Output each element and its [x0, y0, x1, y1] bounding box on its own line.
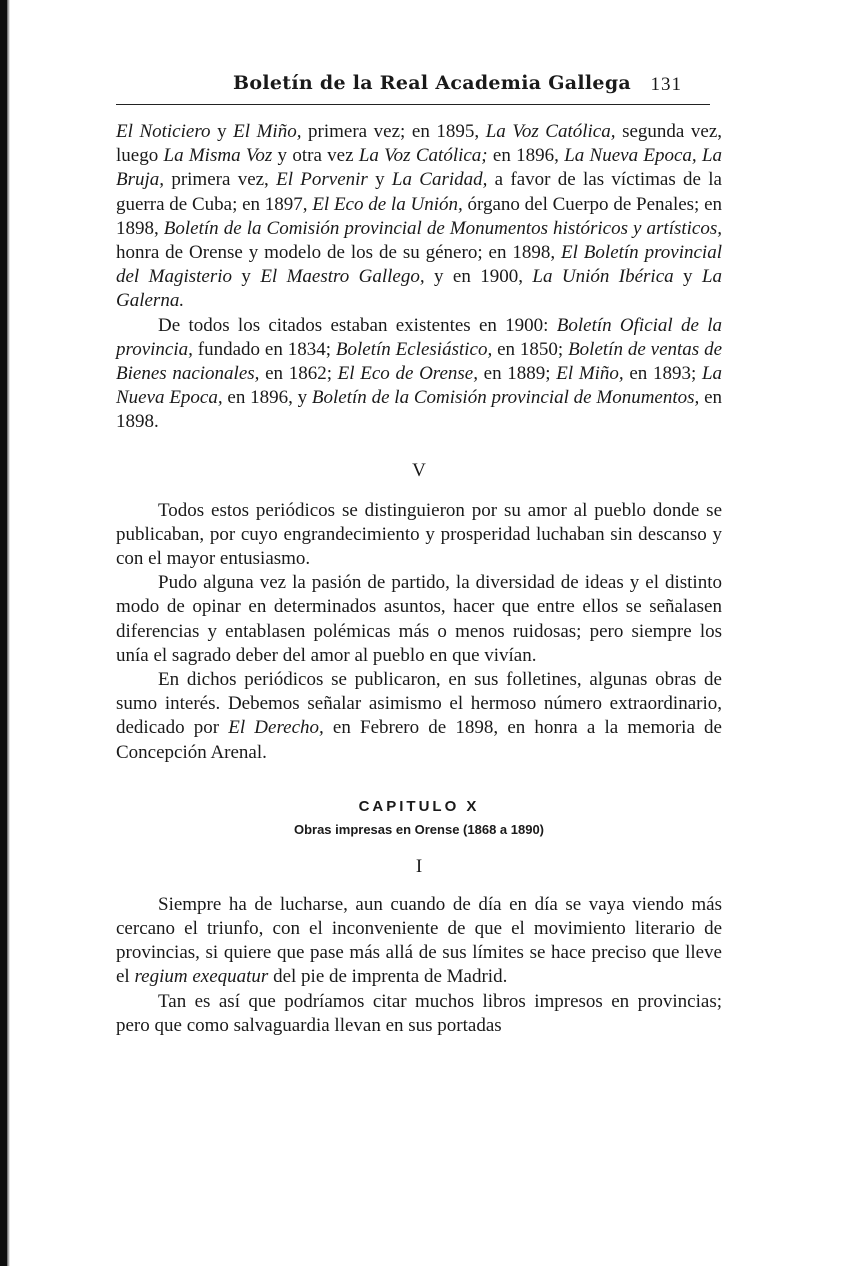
text-span: en 1896, — [487, 145, 565, 167]
periodical-title: Boletín de ventas de Bienes nacionales, — [116, 338, 723, 385]
page-header — [116, 72, 710, 106]
text-span: y — [210, 121, 234, 142]
scan-shadow-edge — [0, 0, 7, 1266]
periodical-title: El Eco de Orense, — [337, 363, 478, 385]
text-span: primera vez, — [164, 169, 277, 191]
paragraph-provincial-books: Tan es así que podríamos citar muchos libros impresos en provincias; pero que como salvaguardia llevan en sus portadas — [116, 990, 722, 1036]
paragraph-party-passion: Pudo alguna vez la pasión de partido, la diversidad de ideas y el distinto modo de opinar en determinados asuntos, hacer que entre ellos se señalasen diferencias y entablasen polémicas más o menos ruidosas; pero siempre los unía el sagrado deber del amor al pueblo en que vivían. — [116, 572, 722, 666]
paragraph-folletines — [116, 668, 722, 765]
periodical-title: El Eco de la Unión, — [312, 193, 463, 215]
periodical-title: Boletín de la Comisión provincial de Monumentos históricos y artísticos, — [163, 217, 722, 239]
periodical-title: El Noticiero — [116, 121, 211, 142]
text-span: y otra vez — [272, 145, 359, 167]
text-span: del pie de imprenta de Madrid. — [268, 966, 508, 988]
text-span: y — [673, 266, 702, 288]
text-span: y en 1900, — [424, 266, 533, 288]
section-numeral-i: I — [415, 855, 423, 877]
header-rule — [116, 104, 710, 105]
paragraph-existing-1900 — [116, 314, 722, 435]
page-body — [116, 120, 722, 1038]
periodical-title: La Nueva Epoca, La Bruja, — [116, 145, 723, 191]
periodical-title: La Nueva Epoca, — [116, 363, 723, 409]
periodical-title: El Miño, — [233, 121, 302, 142]
text-span: fundado en 1834; — [192, 338, 336, 360]
periodical-title: La Misma Voz — [163, 145, 273, 167]
periodical-title: La Caridad, — [391, 169, 488, 191]
text-span: en 1893; — [623, 363, 702, 385]
text-span: y — [367, 169, 392, 191]
periodical-title: Boletín Eclesiástico, — [335, 338, 493, 360]
text-span: en 1889; — [478, 363, 557, 385]
periodical-title: El Miño, — [556, 363, 624, 385]
periodical-title: Boletín de la Comisión provincial de Monumentos, — [311, 387, 700, 409]
text-span: En dichos periódicos se publicaron, en sus folletines, algunas obras de sumo interés. Debemos señalar asimismo el hermoso número extraordinario, dedicado por — [116, 669, 722, 739]
text-span: órgano del Cuerpo de Penales; en 1898, — [116, 193, 723, 239]
periodical-title: El Derecho, — [228, 717, 324, 739]
text-span: en 1898. — [116, 387, 722, 433]
text-span: en 1896, y — [222, 387, 312, 409]
scan-shadow-gradient — [7, 0, 10, 1266]
text-span: De todos los citados estaban existentes en 1900: — [158, 314, 557, 336]
periodical-title: El Porvenir — [276, 169, 368, 191]
text-span: honra de Orense y modelo de los de su género; en 1898, — [116, 242, 562, 264]
paragraph-periodicals-list — [116, 120, 722, 314]
text-span: en 1862; — [259, 363, 338, 385]
text-span: a favor de las víctimas de la guerra de Cuba; en 1897, — [116, 169, 722, 215]
text-span: en 1850; — [492, 338, 569, 360]
text-span: primera vez; en 1895, — [301, 121, 486, 142]
chapter-heading: CAPITULO X — [358, 797, 480, 815]
text-span: en Febrero de 1898, en honra a la memoria de Concepción Arenal. — [116, 717, 722, 763]
chapter-subtitle: Obras impresas en Orense (1868 a 1890) — [293, 821, 545, 837]
periodical-title: La Galerna. — [116, 266, 723, 312]
text-span: y — [232, 266, 261, 288]
section-numeral-v: V — [412, 459, 426, 481]
periodical-title: La Unión Ibérica — [532, 266, 674, 288]
latin-phrase: regium exequatur — [134, 966, 269, 988]
periodical-title: El Maestro Gallego, — [260, 266, 425, 288]
periodical-title: El Boletín provincial del Magisterio — [116, 242, 722, 288]
periodical-title: La Voz Católica; — [358, 145, 488, 167]
periodical-title: La Voz Católica, — [485, 121, 616, 142]
running-title: Boletín de la Real Academia Gallega — [233, 72, 632, 94]
paragraph-love-of-people: Todos estos periódicos se distinguieron por su amor al pueblo donde se publicaban, por cuyo engrandecimiento y prosperidad luchaban sin descanso y con el mayor entusiasmo. — [116, 499, 722, 570]
text-span: segunda vez, luego — [116, 121, 723, 167]
paragraph-literary-movement — [116, 893, 722, 990]
text-span: Siempre ha de lucharse, aun cuando de día en día se vaya viendo más cercano el triunfo, con el inconveniente de que el movimiento literario de provincias, si quiere que pase más allá de sus límites se hace preciso que lleve el — [116, 893, 722, 988]
page-number: 131 — [650, 74, 682, 95]
periodical-title: Boletín Oficial de la provincia, — [116, 314, 722, 360]
